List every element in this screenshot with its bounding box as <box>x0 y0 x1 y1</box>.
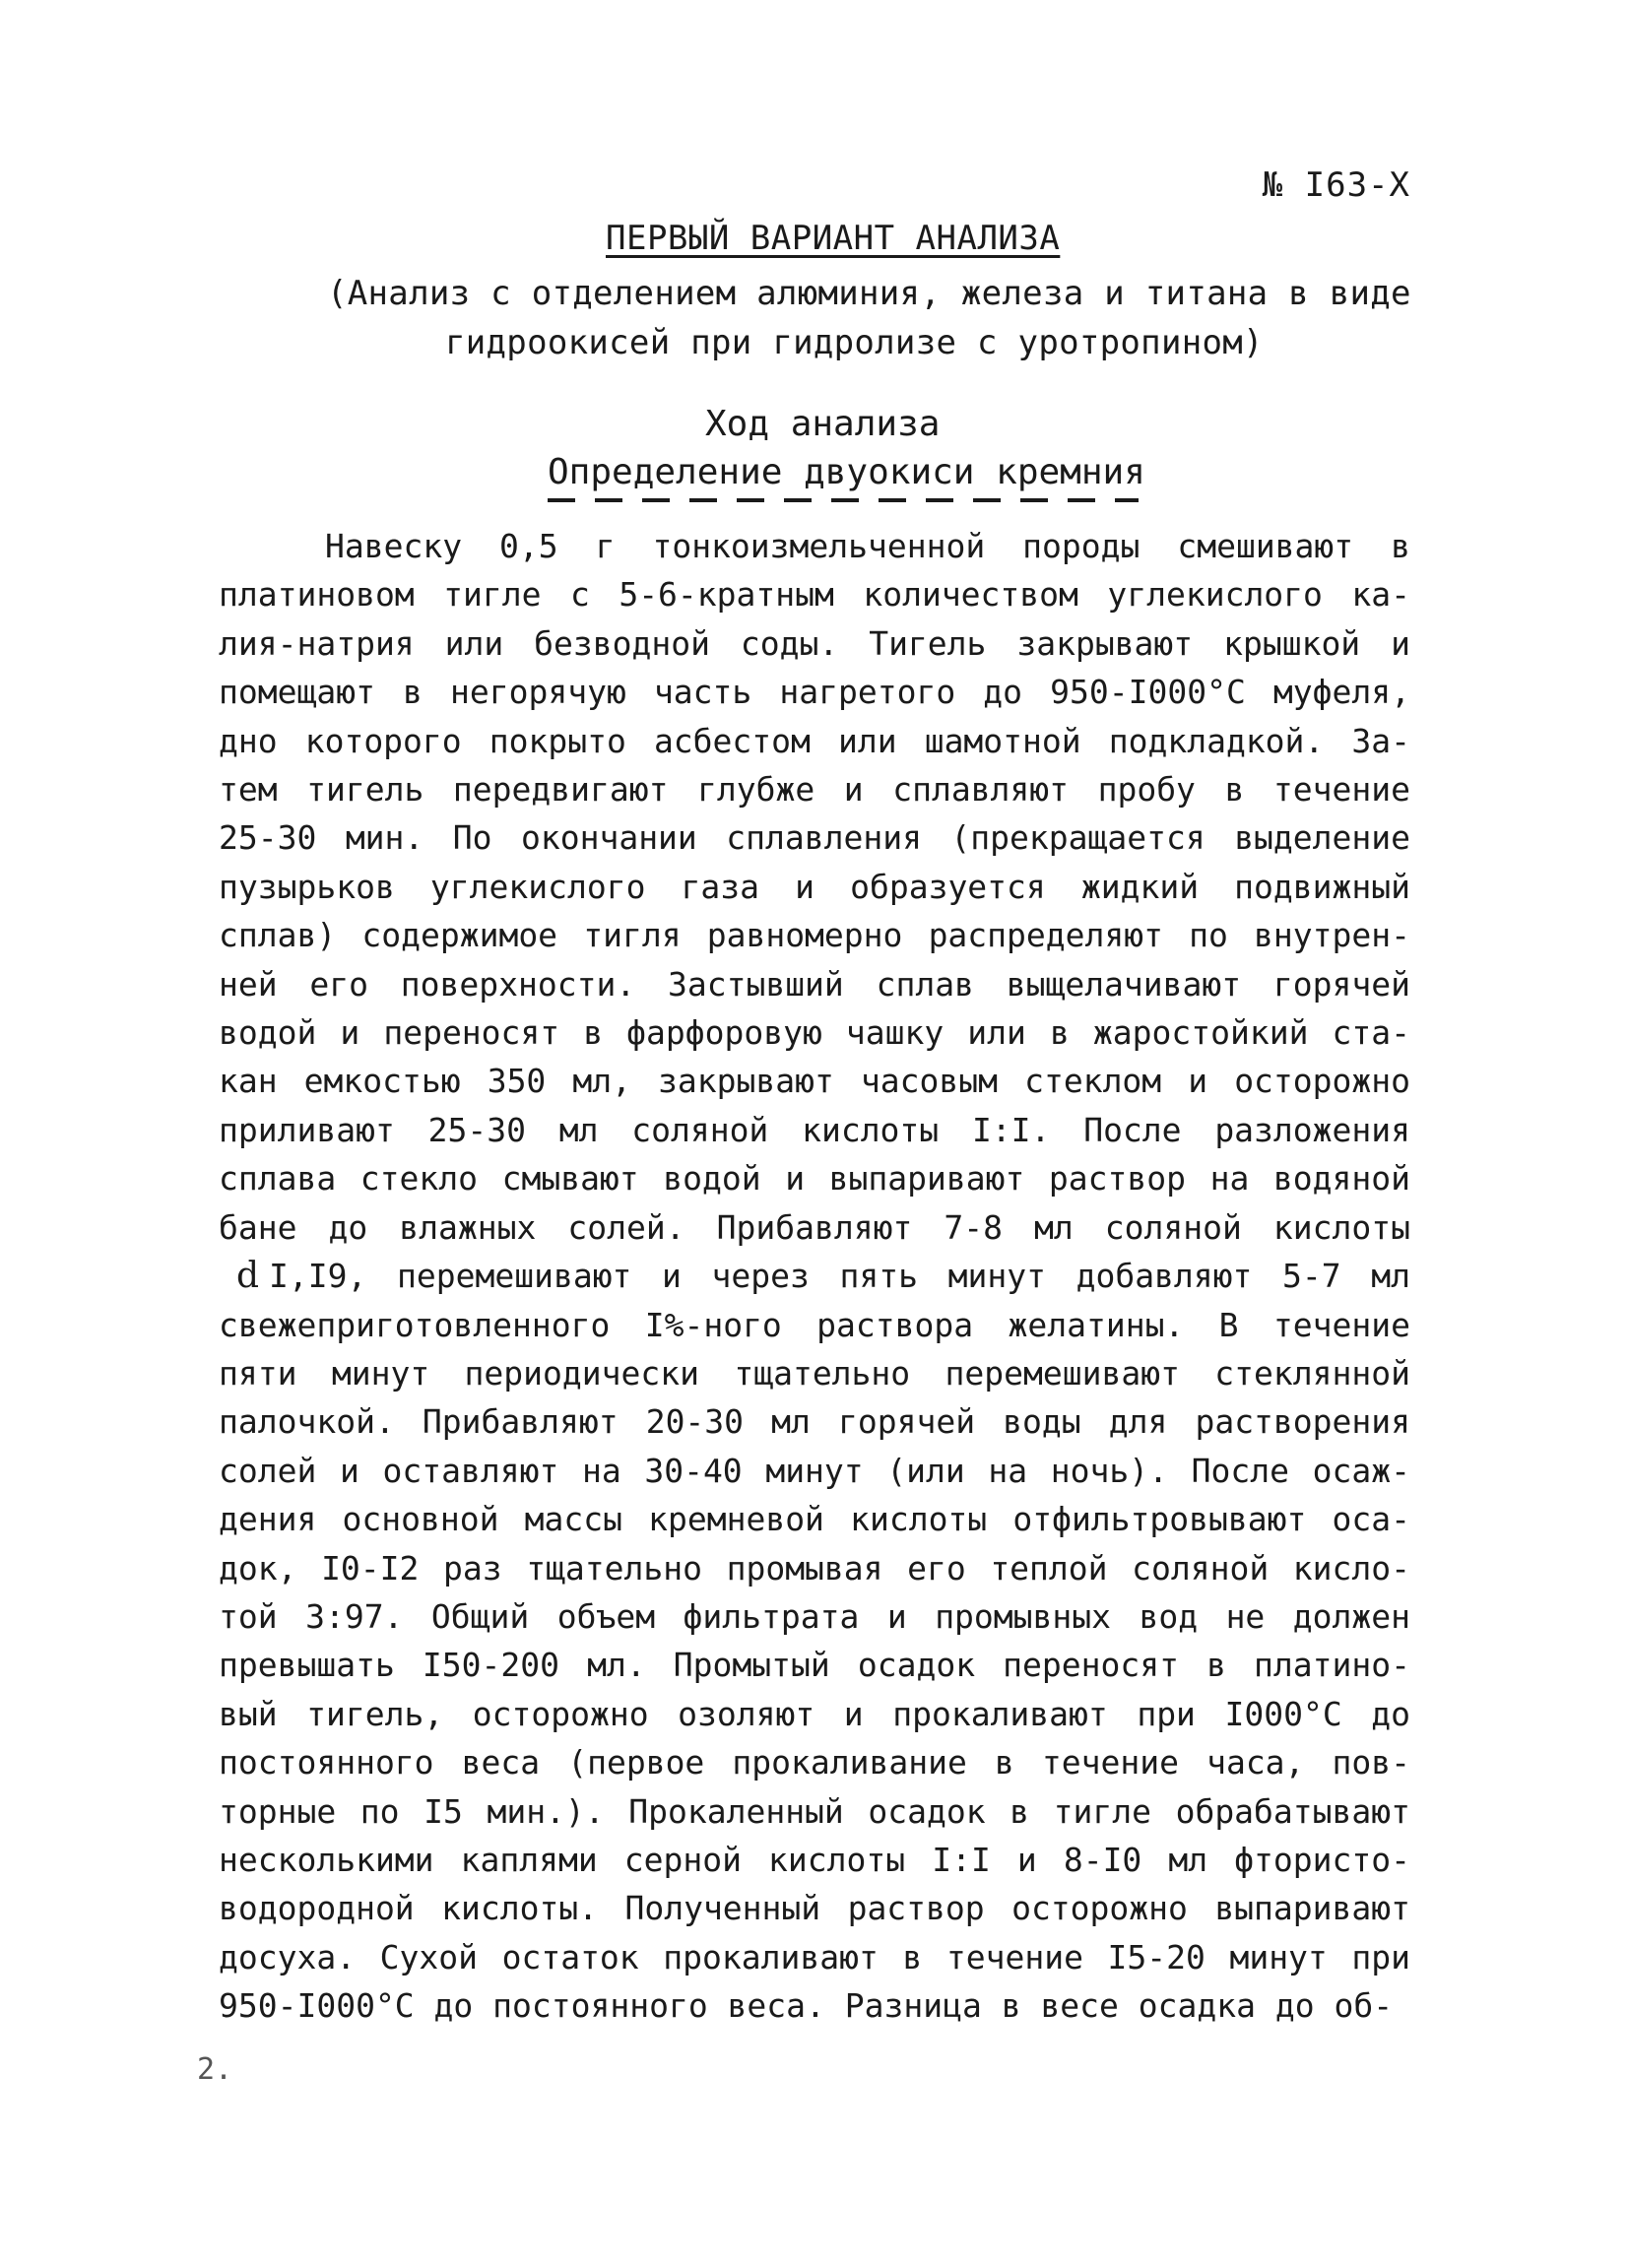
paragraph-line: превышать I50-200 мл. Промытый осадок переносят в платино- <box>219 1646 1410 1685</box>
dashed-underline <box>548 498 1139 502</box>
paragraph-line: свежеприготовленного I%-ного раствора желатины. В течение <box>219 1305 1410 1344</box>
paragraph-line: платиновом тигле с 5-6-кратным количеством углекислого ка- <box>219 575 1410 615</box>
paragraph-line: Навеску 0,5 г тонкоизмельченной породы смешивают в <box>325 527 1410 565</box>
paragraph-line: помещают в негорячую часть нагретого до 950-I000°C муфеля, <box>219 673 1410 712</box>
subsection-heading: Определение двуокиси кремния <box>548 452 1145 492</box>
subtitle-line-2: гидроокисей при гидролизе с уротропином) <box>445 323 1264 362</box>
paragraph-line: приливают 25-30 мл соляной кислоты I:I. После разложения <box>219 1110 1410 1149</box>
paragraph-line: 950-I000°C до постоянного веса. Разница в весе осадка до об- <box>219 1986 1394 2026</box>
paragraph-line: постоянного веса (первое прокаливание в течение часа, пов- <box>219 1743 1410 1782</box>
paragraph-line: солей и оставляют на 30-40 минут (или на ночь). После осаж- <box>219 1451 1410 1490</box>
body-paragraph <box>219 522 1410 2031</box>
section-heading: Ход анализа <box>705 404 941 444</box>
paragraph-line: той 3:97. Общий объем фильтрата и промывных вод не должен <box>219 1596 1410 1636</box>
paragraph-line: бане до влажных солей. Прибавляют 7-8 мл соляной кислоты <box>219 1207 1410 1247</box>
paragraph-line: сплава стекло смывают водой и выпаривают раствор на водяной <box>219 1159 1410 1199</box>
paragraph-line: 25-30 мин. По окончании сплавления (прекращается выделение <box>219 818 1410 858</box>
footer-mark: 2. <box>197 2052 233 2087</box>
paragraph-line-with-margin-note <box>219 1252 1410 1300</box>
paragraph-line: лия-натрия или безводной соды. Тигель закрывают крышкой и <box>219 623 1410 663</box>
paragraph-line: дно которого покрыто асбестом или шамотной подкладкой. За- <box>219 721 1410 760</box>
paragraph-line-text: I,I9, перемешивают и через пять минут добавляют 5-7 мл <box>269 1257 1410 1296</box>
document-number: № I63-X <box>1262 165 1410 205</box>
paragraph-line: несколькими каплями серной кислоты I:I и 8-I0 мл фтористо- <box>219 1840 1410 1879</box>
paragraph-line: вый тигель, осторожно озоляют и прокаливают при I000°C до <box>219 1694 1410 1733</box>
paragraph-line: док, I0-I2 раз тщательно промывая его теплой соляной кисло- <box>219 1548 1410 1588</box>
document-title: ПЕРВЫЙ ВАРИАНТ АНАЛИЗА <box>606 219 1061 258</box>
paragraph-line: пузырьков углекислого газа и образуется жидкий подвижный <box>219 867 1410 906</box>
paragraph-line: сплав) содержимое тигля равномерно распределяют по внутрен- <box>219 916 1410 955</box>
margin-note: d <box>236 1256 260 1297</box>
paragraph-line: палочкой. Прибавляют 20-30 мл горячей воды для растворения <box>219 1402 1410 1442</box>
paragraph-line: тем тигель передвигают глубже и сплавляют пробу в течение <box>219 770 1410 810</box>
paragraph-line: торные по I5 мин.). Прокаленный осадок в тигле обрабатывают <box>219 1791 1410 1831</box>
paragraph-line: кан емкостью 350 мл, закрывают часовым стеклом и осторожно <box>219 1062 1410 1101</box>
subtitle-line-1: (Анализ с отделением алюминия, железа и титана в виде <box>327 274 1411 313</box>
paragraph-line: пяти минут периодически тщательно перемешивают стеклянной <box>219 1353 1410 1393</box>
paragraph-line: дения основной массы кремневой кислоты отфильтровывают оса- <box>219 1500 1410 1539</box>
paragraph-line: водой и переносят в фарфоровую чашку или в жаростойкий ста- <box>219 1013 1410 1053</box>
paragraph-line: досуха. Сухой остаток прокаливают в течение I5-20 минут при <box>219 1937 1410 1976</box>
paragraph-line: водородной кислоты. Полученный раствор осторожно выпаривают <box>219 1889 1410 1928</box>
paragraph-line: ней его поверхности. Застывший сплав выщелачивают горячей <box>219 964 1410 1004</box>
